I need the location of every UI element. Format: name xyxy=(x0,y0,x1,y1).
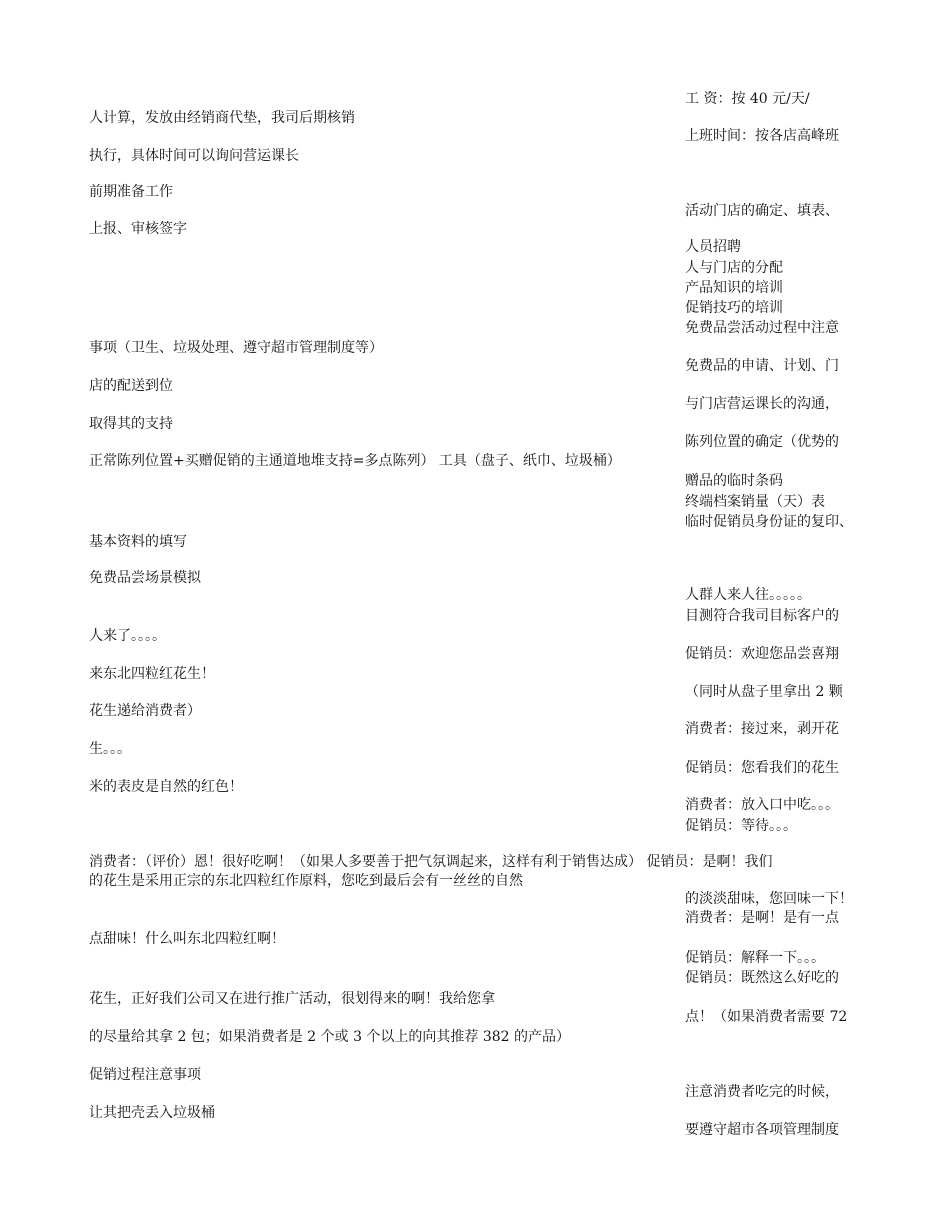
text-line: 要遵守超市各项管理制度 xyxy=(685,1122,839,1138)
text-line: 产品知识的培训 xyxy=(685,280,783,296)
text-line: 目测符合我司目标客户的 xyxy=(685,608,839,624)
text-line: 终端档案销量（天）表 xyxy=(685,494,825,510)
text-line: 与门店营运课长的沟通， xyxy=(685,396,839,412)
text-line: 促销员：既然这么好吃的 xyxy=(685,970,839,986)
text-line: 的淡淡甜味，您回味一下！ xyxy=(685,891,853,907)
text-line: 花生递给消费者） xyxy=(89,703,201,719)
text-line: 执行，具体时间可以询问营运课长 xyxy=(89,148,299,164)
text-line: 促销员：欢迎您品尝喜翔 xyxy=(685,646,839,662)
text-line: 促销员：您看我们的花生 xyxy=(685,760,839,776)
text-line: 让其把壳丢入垃圾桶 xyxy=(89,1105,215,1121)
text-line: 工 资：按 40 元/天/ xyxy=(685,91,810,107)
text-line: 注意消费者吃完的时候， xyxy=(685,1084,839,1100)
text-line: 消费者：是啊！是有一点 xyxy=(685,910,839,926)
text-line: 点！（如果消费者需要 72 xyxy=(685,1009,848,1025)
text-line: 促销员：等待。。。 xyxy=(685,818,797,834)
text-line: 人来了。。。。 xyxy=(89,628,166,644)
text-line: 免费品尝活动过程中注意 xyxy=(685,320,839,336)
text-line: 点甜味！什么叫东北四粒红啊！ xyxy=(89,931,285,947)
text-line: 事项（卫生、垃圾处理、遵守超市管理制度等） xyxy=(89,340,383,356)
text-line: 人群人来人往。。。。。 xyxy=(685,587,811,603)
text-line: （同时从盘子里拿出 2 颗 xyxy=(685,684,843,700)
text-line: 临时促销员身份证的复印、 xyxy=(685,514,853,530)
text-line: 正常陈列位置+买赠促销的主通道地堆支持=多点陈列） 工具（盘子、纸巾、垃圾桶） xyxy=(89,453,621,469)
text-line: 促销技巧的培训 xyxy=(685,300,783,316)
text-line: 免费品的申请、计划、门 xyxy=(685,358,839,374)
text-line: 人计算，发放由经销商代垫，我司后期核销 xyxy=(89,110,355,126)
text-line: 消费者：（评价）恩！很好吃啊！（如果人多要善于把气氛调起来，这样有利于销售达成） 促销员：是啊！我们 xyxy=(89,854,773,870)
text-line: 免费品尝场景模拟 xyxy=(89,570,201,586)
text-line: 生。。。 xyxy=(89,741,131,757)
text-line: 消费者：放入口中吃。。。 xyxy=(685,797,839,813)
text-line: 赠品的临时条码 xyxy=(685,473,783,489)
text-line: 消费者：接过来，剥开花 xyxy=(685,721,839,737)
text-line: 前期准备工作 xyxy=(89,184,173,200)
text-line: 活动门店的确定、填表、 xyxy=(685,203,839,219)
text-line: 上班时间：按各店高峰班 xyxy=(685,128,839,144)
text-line: 的花生是采用正宗的东北四粒红作原料，您吃到最后会有一丝丝的自然 xyxy=(89,873,523,889)
text-line: 促销员：解释一下。。。 xyxy=(685,950,825,966)
text-line: 陈列位置的确定（优势的 xyxy=(685,434,839,450)
text-line: 取得其的支持 xyxy=(89,416,173,432)
text-line: 促销过程注意事项 xyxy=(89,1067,201,1083)
text-line: 人员招聘 xyxy=(685,239,741,255)
text-line: 上报、审核签字 xyxy=(89,221,187,237)
text-line: 米的表皮是自然的红色！ xyxy=(89,779,243,795)
text-line: 的尽量给其拿 2 包；如果消费者是 2 个或 3 个以上的向其推荐 382 的产品） xyxy=(89,1029,571,1045)
text-line: 人与门店的分配 xyxy=(685,260,783,276)
text-line: 基本资料的填写 xyxy=(89,534,187,550)
text-line: 店的配送到位 xyxy=(89,378,173,394)
text-line: 来东北四粒红花生！ xyxy=(89,666,215,682)
text-line: 花生，正好我们公司又在进行推广活动，很划得来的啊！我给您拿 xyxy=(89,991,495,1007)
